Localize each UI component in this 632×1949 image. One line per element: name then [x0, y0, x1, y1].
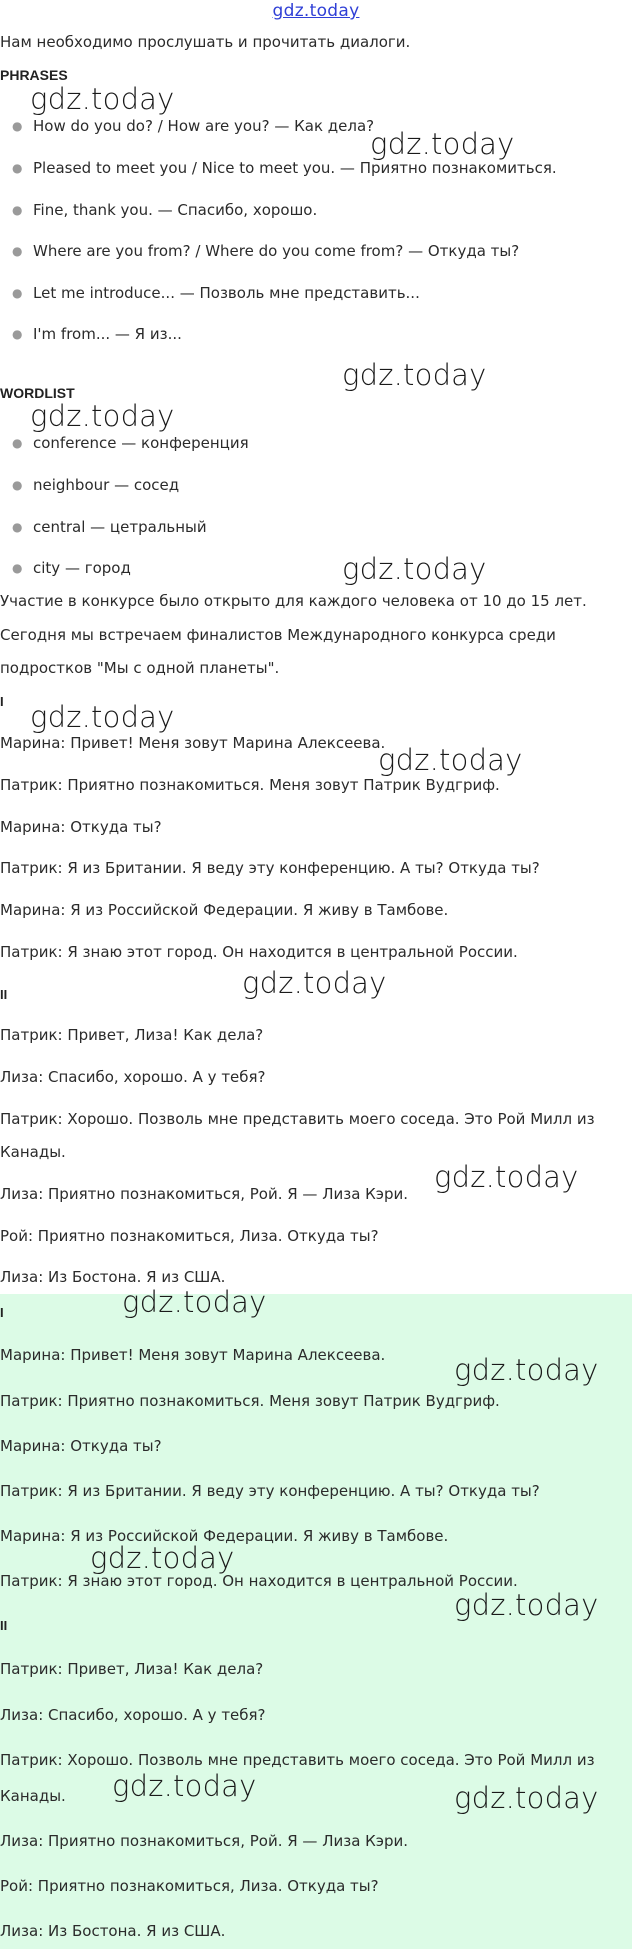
answer-label: I — [0, 1305, 4, 1320]
dialogue-line: Марина: Я из Российской Федерации. Я живу в Тамбове. — [0, 901, 449, 919]
bullet-icon: ● — [12, 478, 23, 492]
site-logo-link[interactable]: gdz.today — [272, 1, 360, 21]
watermark: gdz.today — [30, 82, 175, 116]
dialogue-label: II — [0, 987, 8, 1002]
answer-line: Лиза: Спасибо, хорошо. А у тебя? — [0, 1706, 266, 1724]
bullet-icon: ● — [12, 161, 23, 175]
answer-line: Патрик: Приятно познакомиться. Меня зовут Патрик Вудгриф. — [0, 1392, 500, 1410]
bullet-icon: ● — [12, 286, 23, 300]
dialogue-line: Патрик: Я из Британии. Я веду эту конференцию. А ты? Откуда ты? — [0, 859, 540, 877]
page: gdz.today Нам необходимо прослушать и прочитать диалоги. PHRASES ● How do you do? / How are you? — Как дела? ● Pleased to meet you / Nice to meet you. — Приятно познакомиться. ● Fine, thank you. — Спасибо, хорошо. ● Where are you from? / Where do you come from? — Откуда ты? ● Let me introduce... — Позволь мне представить... ● I'm from... — Я из... WORDLIST ● conference — конференция ● neighbour — сосед ● central — цетральный ● city — город Участие в конкурсе было открыто для каждого человека от 10 до 15 лет. Сегодня мы встречаем финалистов Международного конкурса среди подростков "Мы с одной планеты". I Марина: Привет! Меня зовут Марина Алексеева. Патрик: Приятно познакомиться. Меня зовут Патрик Вудгриф. Марина: Откуда ты? Патрик: Я из Британии. Я веду эту конференцию. А ты? Откуда ты? Марина: Я из Российской Федерации. Я живу в Тамбове. Патрик: Я знаю этот город. Он находится в центральной России. II Патрик: Привет, Лиза! Как дела? Лиза: Спасибо, хорошо. А у тебя? Патрик: Хорошо. Позволь мне представить моего соседа. Это Рой Милл из Канады. Лиза: Приятно познакомиться, Рой. Я — Лиза Кэри. Рой: Приятно познакомиться, Лиза. Откуда ты? Лиза: Из Бостона. Я из США. I Марина: Привет! Меня зовут Марина Алексеева. Патрик: Приятно познакомиться. Меня зовут Патрик Вудгриф. Марина: Откуда ты? Патрик: Я из Британии. Я веду эту конференцию. А ты? Откуда ты? Марина: Я из Российской Федерации. Я живу в Тамбове. Патрик: Я знаю этот город. Он находится в центральной России. II Патрик: Привет, Лиза! Как дела? Лиза: Спасибо, хорошо. А у тебя? Патрик: Хорошо. Позволь мне представить моего соседа. Это Рой Милл из Канады. Лиза: Приятно познакомиться, Рой. Я — Лиза Кэри. Рой: Приятно познакомиться, Лиза. Откуда ты? Лиза: Из Бостона. Я из США. gdz.today gdz.today gdz.today gdz.today gdz.today gdz.today gdz.today gdz.today gdz.today gdz.today gdz.today gdz.today gdz.today gdz.today gdz.today — [0, 0, 632, 1949]
answer-line: Патрик: Я знаю этот город. Он находится в центральной России. — [0, 1572, 518, 1590]
phrases-heading: PHRASES — [0, 67, 68, 83]
watermark: gdz.today — [342, 552, 487, 586]
dialogue-label: I — [0, 694, 4, 709]
answer-line: Патрик: Я из Британии. Я веду эту конференцию. А ты? Откуда ты? — [0, 1482, 540, 1500]
paragraph-line: Сегодня мы встречаем финалистов Международного конкурса среди — [0, 626, 556, 644]
dialogue-line: Патрик: Я знаю этот город. Он находится в центральной России. — [0, 943, 518, 961]
dialogue-line: Марина: Привет! Меня зовут Марина Алексеева. — [0, 734, 386, 752]
watermark: gdz.today — [30, 700, 175, 734]
bullet-icon: ● — [12, 436, 23, 450]
dialogue-line: Марина: Откуда ты? — [0, 818, 162, 836]
answer-line: Патрик: Хорошо. Позволь мне представить моего соседа. Это Рой Милл из — [0, 1751, 595, 1769]
answer-line: Лиза: Приятно познакомиться, Рой. Я — Лиза Кэри. — [0, 1832, 409, 1850]
bullet-icon: ● — [12, 561, 23, 575]
watermark: gdz.today — [378, 743, 523, 777]
watermark: gdz.today — [342, 358, 487, 392]
watermark: gdz.today — [122, 1285, 267, 1319]
answer-line: Марина: Я из Российской Федерации. Я живу в Тамбове. — [0, 1527, 449, 1545]
dialogue-line: Патрик: Приятно познакомиться. Меня зовут Патрик Вудгриф. — [0, 776, 500, 794]
dialogue-line: Лиза: Спасибо, хорошо. А у тебя? — [0, 1068, 266, 1086]
watermark: gdz.today — [90, 1541, 235, 1575]
dialogue-line: Лиза: Из Бостона. Я из США. — [0, 1268, 226, 1286]
intro-text: Нам необходимо прослушать и прочитать диалоги. — [0, 33, 411, 51]
watermark: gdz.today — [434, 1160, 579, 1194]
dialogue-line: Канады. — [0, 1143, 66, 1161]
dialogue-line: Лиза: Приятно познакомиться, Рой. Я — Лиза Кэри. — [0, 1185, 409, 1203]
dialogue-line: Рой: Приятно познакомиться, Лиза. Откуда ты? — [0, 1227, 379, 1245]
bullet-icon: ● — [12, 119, 23, 133]
answer-label: II — [0, 1618, 8, 1633]
answer-line: Марина: Привет! Меня зовут Марина Алексеева. — [0, 1346, 386, 1364]
bullet-icon: ● — [12, 327, 23, 341]
answer-line: Канады. — [0, 1787, 66, 1805]
answer-line: Лиза: Из Бостона. Я из США. — [0, 1922, 226, 1940]
watermark: gdz.today — [242, 966, 387, 1000]
dialogue-line: Патрик: Привет, Лиза! Как дела? — [0, 1026, 264, 1044]
answer-line: Марина: Откуда ты? — [0, 1437, 162, 1455]
watermark: gdz.today — [454, 1588, 599, 1622]
paragraph-line: Участие в конкурсе было открыто для каждого человека от 10 до 15 лет. — [0, 592, 587, 610]
paragraph-line: подростков "Мы с одной планеты". — [0, 659, 280, 677]
watermark: gdz.today — [454, 1353, 599, 1387]
bullet-icon: ● — [12, 244, 23, 258]
dialogue-line: Патрик: Хорошо. Позволь мне представить моего соседа. Это Рой Милл из — [0, 1110, 595, 1128]
wordlist-heading: WORDLIST — [0, 385, 75, 401]
bullet-icon: ● — [12, 520, 23, 534]
answer-line: Рой: Приятно познакомиться, Лиза. Откуда ты? — [0, 1877, 379, 1895]
watermark: gdz.today — [454, 1781, 599, 1815]
watermark: gdz.today — [30, 399, 175, 433]
watermark: gdz.today — [112, 1769, 257, 1803]
watermark: gdz.today — [370, 127, 515, 161]
bullet-icon: ● — [12, 203, 23, 217]
answer-line: Патрик: Привет, Лиза! Как дела? — [0, 1660, 264, 1678]
